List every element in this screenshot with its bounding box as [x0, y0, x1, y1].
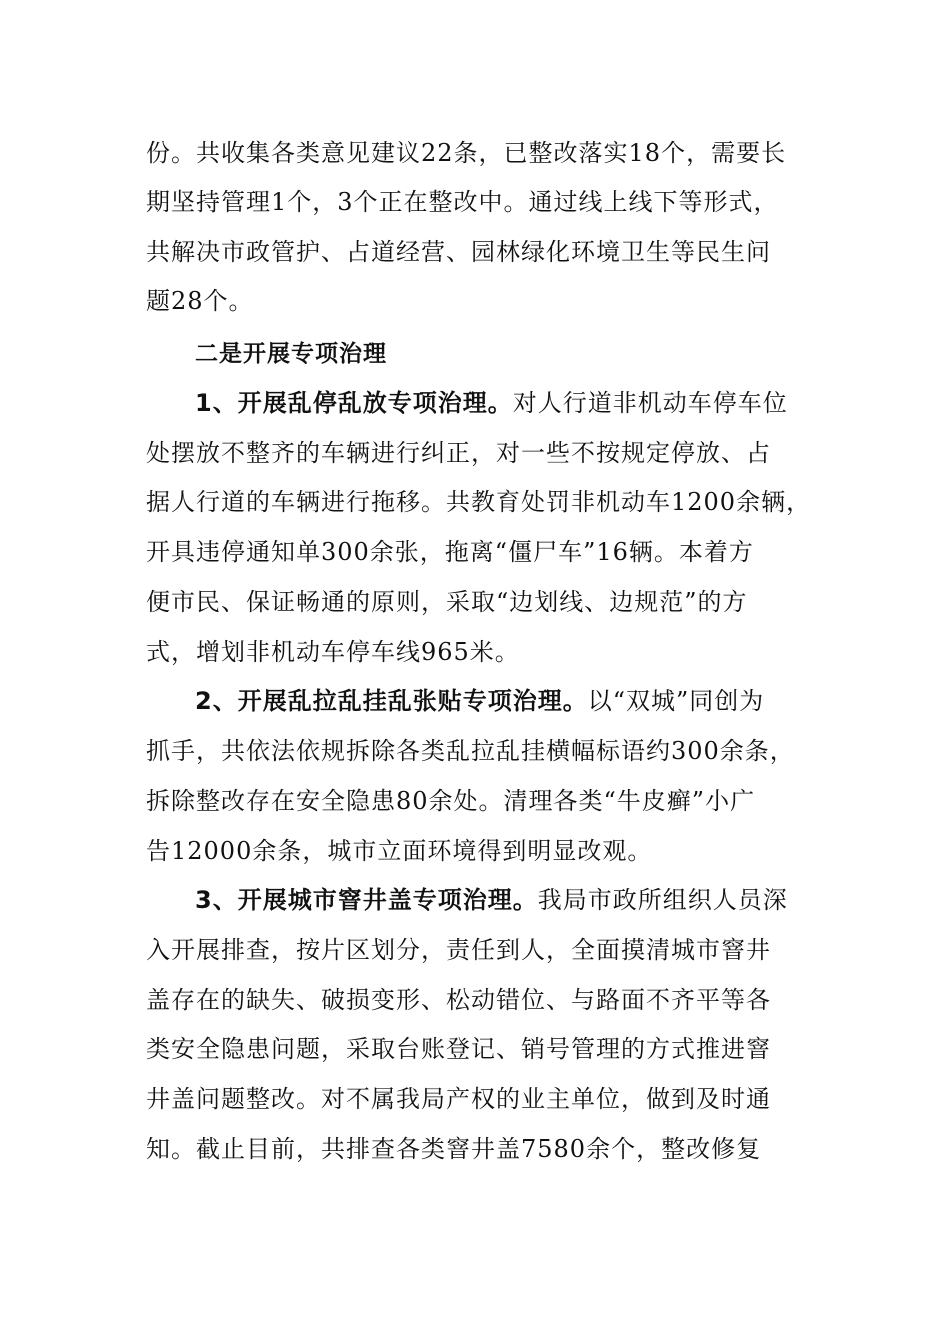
paragraph-line — [195, 686, 764, 716]
paragraph-line — [195, 885, 788, 915]
paragraph-line: 类安全隐患问题，采取台账登记、销号管理的方式推进窨 — [146, 1035, 771, 1063]
item-text: 我局市政所组织人员深 — [537, 886, 788, 914]
paragraph-line: 题28个。 — [146, 287, 254, 315]
paragraph-line: 期坚持管理1个，3个正在整改中。通过线上线下等形式， — [146, 188, 779, 216]
item-text: 以“双城”同创为 — [587, 687, 765, 715]
paragraph-line — [195, 388, 788, 418]
paragraph-line: 份。共收集各类意见建议22条，已整改落实18个，需要长 — [146, 139, 787, 167]
item-heading-2: 2、开展乱拉乱挂乱张贴专项治理。 — [195, 687, 588, 715]
item-text: 对人行道非机动车停车位 — [512, 389, 788, 417]
paragraph-line: 便市民、保证畅通的原则，采取“边划线、边规范”的方 — [146, 588, 748, 616]
item-heading-3: 3、开展城市窨井盖专项治理。 — [195, 886, 538, 914]
paragraph-line: 式，增划非机动车停车线965米。 — [146, 638, 520, 666]
paragraph-line: 知。截止目前，共排查各类窨井盖7580余个，整改修复 — [146, 1135, 762, 1163]
paragraph-line: 共解决市政管护、占道经营、园林绿化环境卫生等民生问 — [146, 238, 771, 266]
item-heading-1: 1、开展乱停乱放专项治理。 — [195, 389, 513, 417]
paragraph-line: 开具违停通知单300余张，拖离“僵尸车”16辆。本着方 — [146, 538, 754, 566]
paragraph-line: 抓手，共依法依规拆除各类乱拉乱挂横幅标语约300余条， — [146, 737, 795, 765]
paragraph-line: 告12000余条，城市立面环境得到明显改观。 — [146, 837, 653, 865]
paragraph-line: 处摆放不整齐的车辆进行纠正，对一些不按规定停放、占 — [146, 439, 771, 467]
paragraph-line: 拆除整改存在安全隐患80余处。清理各类“牛皮癣”小广 — [146, 787, 756, 815]
paragraph-line: 入开展排查，按片区划分，责任到人，全面摸清城市窨井 — [146, 936, 771, 964]
paragraph-line: 盖存在的缺失、破损变形、松动错位、与路面不齐平等各 — [146, 986, 771, 1014]
paragraph-line: 据人行道的车辆进行拖移。共教育处罚非机动车1200余辆， — [146, 488, 812, 516]
section-heading: 二是开展专项治理 — [195, 341, 387, 367]
paragraph-line: 井盖问题整改。对不属我局产权的业主单位，做到及时通 — [146, 1085, 771, 1113]
